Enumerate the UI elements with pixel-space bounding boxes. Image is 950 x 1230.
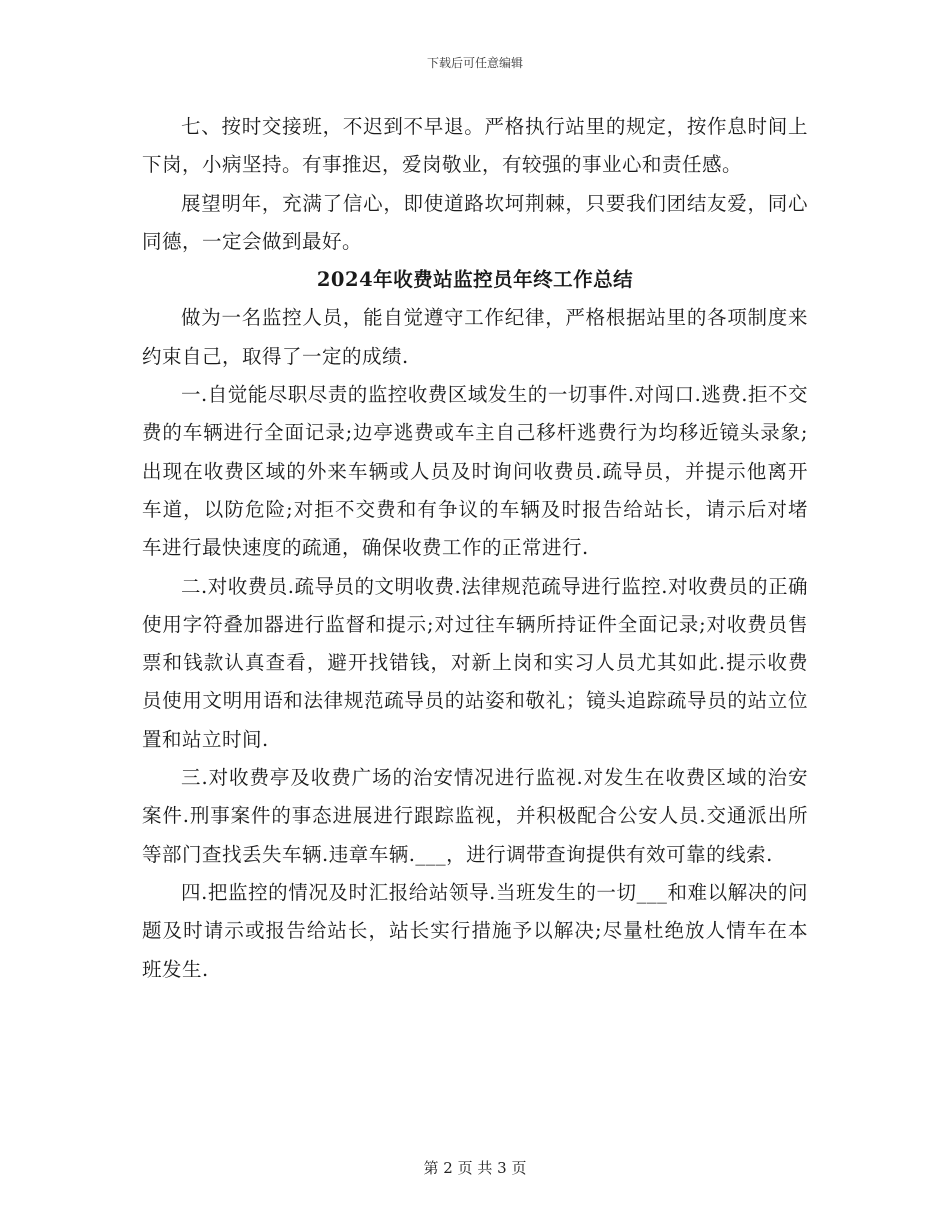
page-number: 第 2 页 共 3 页: [423, 1159, 527, 1177]
paragraph-item-2: 二.对收费员.疏导员的文明收费.法律规范疏导进行监控.对收费员的正确使用字符叠加器进行监督和提示;对过往车辆所持证件全面记录;对收费员售票和钱款认真查看，避开找错钱，对新上岗和实习人员尤其如此.提示收费员使用文明用语和法律规范疏导员的站姿和敬礼；镜头追踪疏导员的站立位置和站立时间.: [142, 574, 808, 751]
document-title: 2024年收费站监控员年终工作总结: [316, 268, 634, 292]
document-body: [142, 108, 808, 989]
page-header: 下载后可任意编辑: [426, 56, 523, 70]
paragraph-item-3: 三.对收费亭及收费广场的治安情况进行监视.对发生在收费区域的治安案件.刑事案件的事态进展进行跟踪监视，并积极配合公安人员.交通派出所等部门查找丢失车辆.违章车辆.___，进行调带查询提供有效可靠的线索.: [142, 766, 808, 866]
paragraph-item-1: 一.自觉能尽职尽责的监控收费区域发生的一切事件.对闯口.逃费.拒不交费的车辆进行全面记录;边亭逃费或车主自己移杆逃费行为均移近镜头录象;出现在收费区域的外来车辆或人员及时询问收费员.疏导员，并提示他离开车道，以防危险;对拒不交费和有争议的车辆及时报告给站长，请示后对堵车进行最快速度的疏通，确保收费工作的正常进行.: [142, 383, 808, 560]
paragraph-outlook: 展望明年，充满了信心，即使道路坎坷荆棘，只要我们团结友爱，同心同德，一定会做到最好。: [142, 191, 808, 253]
paragraph-shift-handover: 七、按时交接班，不迟到不早退。严格执行站里的规定，按作息时间上下岗，小病坚持。有事推迟，爱岗敬业，有较强的事业心和责任感。: [142, 115, 808, 177]
paragraph-intro: 做为一名监控人员，能自觉遵守工作纪律，严格根据站里的各项制度来约束自己，取得了一定的成绩.: [142, 306, 808, 368]
paragraph-item-4: 四.把监控的情况及时汇报给站领导.当班发生的一切___和难以解决的问题及时请示或报告给站长，站长实行措施予以解决;尽量杜绝放人情车在本班发生.: [142, 880, 808, 981]
